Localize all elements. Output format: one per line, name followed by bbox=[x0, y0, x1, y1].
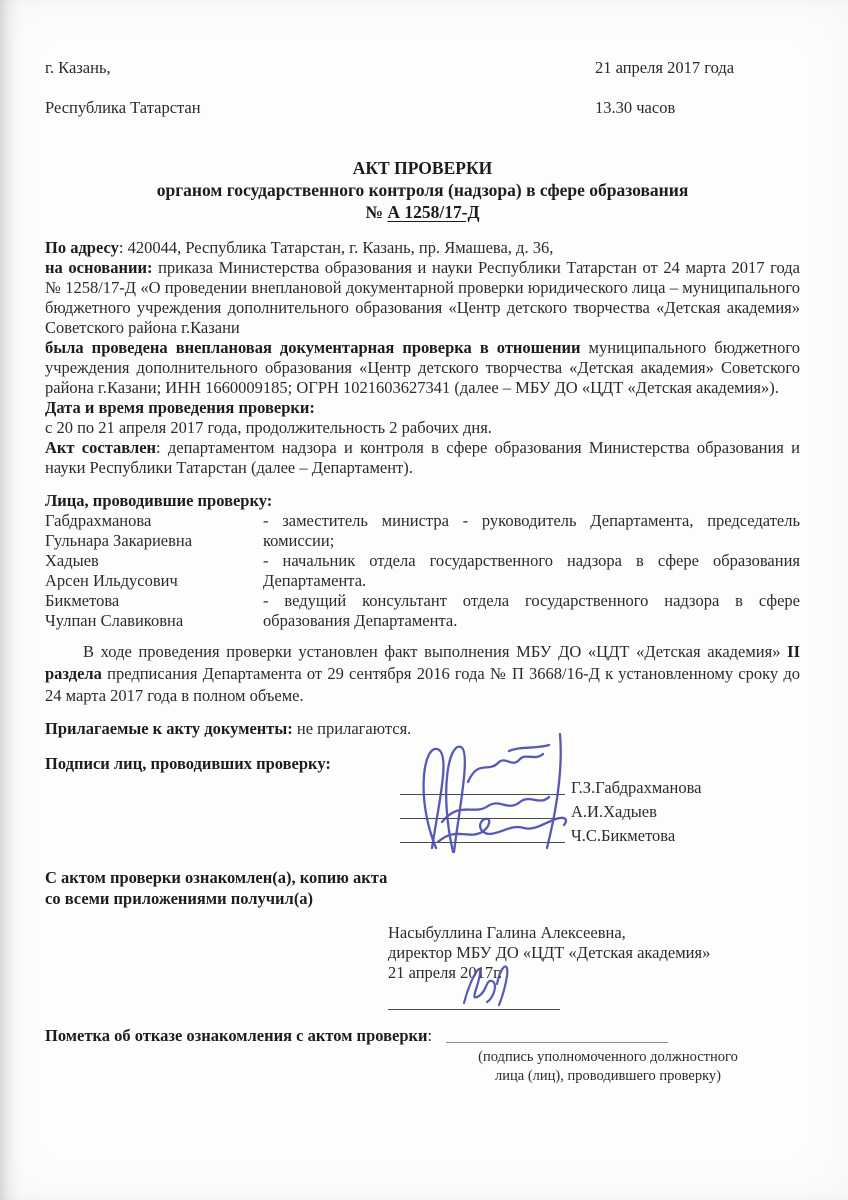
signature-row bbox=[400, 798, 800, 822]
conducted-paragraph bbox=[45, 338, 800, 398]
title-line-1: АКТ ПРОВЕРКИ bbox=[352, 158, 493, 178]
acknowledgement-block bbox=[45, 867, 800, 909]
refusal-caption: (подпись уполномоченного должностного лица (лиц), проводившего проверку) bbox=[478, 1049, 738, 1084]
act-made-text: : департаментом надзора и контроля в сфере образования Министерства образования и науки Республики Татарстан (далее – Департамент). bbox=[45, 438, 800, 477]
address-text: : 420044, Республика Татарстан, г. Казань, пр. Ямашева, д. 36, bbox=[118, 238, 554, 257]
attachments-text: не прилагаются. bbox=[292, 719, 412, 738]
acknowledgement-line-1: С актом проверки ознакомлен(а), копию акта bbox=[45, 868, 388, 887]
place-block bbox=[45, 38, 201, 138]
title-line-2: органом государственного контроля (надзора) в сфере образования bbox=[156, 180, 689, 200]
refusal-row bbox=[45, 1026, 800, 1046]
document-number-value: А 1258/17-Д bbox=[387, 202, 480, 222]
document-header bbox=[45, 38, 800, 138]
basis-paragraph bbox=[45, 258, 800, 338]
inspector-role: - ведущий консультант отдела государственного надзора в сфере образования Департамента. bbox=[263, 591, 800, 630]
signer-name: Г.З.Габдрахманова bbox=[571, 778, 702, 797]
address-paragraph bbox=[45, 238, 800, 258]
act-made-label: Акт составлен bbox=[45, 438, 157, 457]
attachments-paragraph bbox=[45, 719, 800, 739]
inspector-name: Бикметова Чулпан Славиковна bbox=[45, 591, 184, 630]
refusal-label: Пометка об отказе ознакомления с актом проверки: bbox=[45, 1026, 433, 1045]
inspector-role: - заместитель министра - руководитель Департамента, председатель комиссии; bbox=[263, 511, 800, 550]
signature-line bbox=[400, 818, 565, 819]
recipient-name: Насыбуллина Галина Алексеевна, bbox=[388, 923, 626, 942]
signature-row bbox=[400, 774, 800, 798]
inspector-name: Хадыев Арсен Ильдусович bbox=[45, 551, 178, 590]
inspector-role: - начальник отдела государственного надзора в сфере образования Департамента. bbox=[263, 551, 800, 590]
signatures-heading: Подписи лиц, проводивших проверку: bbox=[45, 754, 331, 773]
document-number bbox=[45, 201, 800, 223]
basis-label: на основании: bbox=[45, 258, 153, 277]
basis-text: приказа Министерства образования и науки Республики Татарстан от 24 марта 2017 года № 1258/17-Д «О проведении внеплановой документарной проверки юридического лица – муниципального бюджетного учреждения дополнительного образования «Центр детского творчества «Детская академия» Советского района г.Казани bbox=[45, 258, 801, 337]
document-title bbox=[45, 157, 800, 223]
signer-name: А.И.Хадыев bbox=[571, 802, 657, 821]
signer-name: Ч.С.Бикметова bbox=[571, 826, 676, 845]
signature-line bbox=[400, 842, 565, 843]
document-number-prefix: № bbox=[365, 202, 388, 222]
time-line: 13.30 часов bbox=[595, 98, 676, 117]
signature-line bbox=[400, 794, 565, 795]
datetime-heading: Дата и время проведения проверки: bbox=[45, 398, 315, 417]
recipient-position: директор МБУ ДО «ЦДТ «Детская академия» bbox=[388, 943, 711, 962]
inspectors-table bbox=[45, 511, 800, 631]
conducted-text: муниципального бюджетного учреждения дополнительного образования «Центр детского творчества «Детская академия» Советского района г.Казани; ИНН 1660009185; ОГРН 1021603627341 (далее – МБУ ДО «ЦДТ «Детская академия»). bbox=[45, 338, 800, 397]
inspectors-heading: Лица, проводившие проверку: bbox=[45, 491, 273, 510]
attachments-label: Прилагаемые к акту документы: bbox=[45, 719, 293, 738]
refusal-signature-line bbox=[446, 1042, 668, 1043]
date-line: 21 апреля 2017 года bbox=[595, 58, 735, 77]
place-line-2: Республика Татарстан bbox=[45, 98, 201, 117]
place-line-1: г. Казань, bbox=[45, 58, 111, 77]
recipient-signature-line bbox=[388, 1009, 560, 1010]
conclusion-bold: II раздела bbox=[45, 642, 800, 683]
acknowledgement-line-2: со всеми приложениями получил(а) bbox=[45, 889, 314, 908]
datetime-block bbox=[595, 38, 800, 138]
signatures-block bbox=[400, 774, 800, 846]
datetime-text: с 20 по 21 апреля 2017 года, продолжительность 2 рабочих дня. bbox=[45, 418, 492, 437]
conducted-label: была проведена внеплановая документарная проверка в отношении bbox=[45, 338, 581, 357]
act-made-paragraph bbox=[45, 438, 800, 478]
signature-row bbox=[400, 822, 800, 846]
recipient-date: 21 апреля 2017г. bbox=[388, 963, 503, 982]
recipient-block bbox=[388, 923, 800, 1010]
conclusion-paragraph: В ходе проведения проверки установлен факт выполнения МБУ ДО «ЦДТ «Детская академия» II раздела предписания Департамента от 29 сентября 2016 года № П 3668/16-Д к установленному сроку до 24 марта 2017 года в полном объеме. bbox=[45, 642, 800, 705]
inspector-name: Габдрахманова Гульнара Закариевна bbox=[45, 511, 193, 550]
document-body bbox=[45, 238, 800, 478]
address-label: По адресу bbox=[45, 238, 119, 257]
